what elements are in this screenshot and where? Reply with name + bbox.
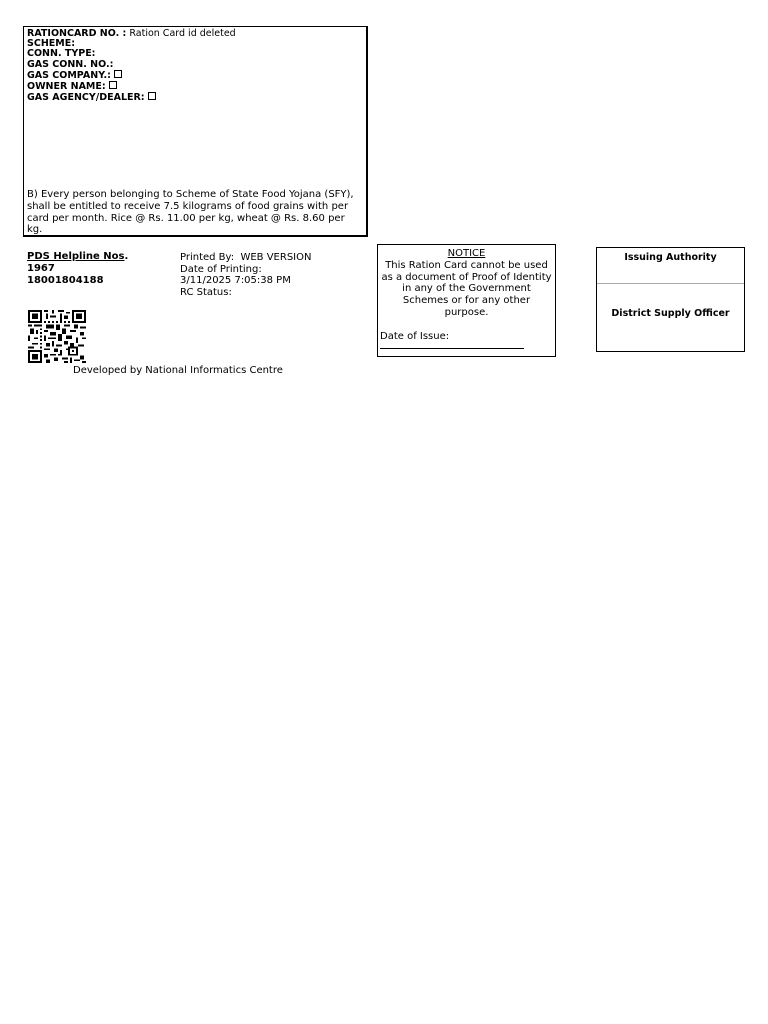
- empty-box-icon: [114, 70, 122, 78]
- helpline-block: [27, 251, 128, 287]
- conn-type-label: CONN. TYPE:: [27, 48, 96, 60]
- ration-card-number-line: [27, 29, 363, 39]
- scheme-label: SCHEME:: [27, 38, 75, 50]
- date-of-issue-label: Date of Issue:: [380, 330, 450, 342]
- gas-agency-label: GAS AGENCY/DEALER:: [27, 92, 145, 104]
- gas-conn-no-line: [27, 60, 363, 70]
- owner-name-label: OWNER NAME:: [27, 81, 106, 93]
- helpline-number: 1967: [27, 263, 55, 274]
- notice-title: NOTICE: [447, 248, 486, 259]
- gas-company-line: [27, 70, 363, 81]
- helpline-number: 18001804188: [27, 275, 104, 286]
- date-of-issue-blank-line: [380, 348, 524, 349]
- owner-name-line: [27, 81, 363, 92]
- notice-body: This Ration Card cannot be used as a document of Proof of Identity in any of the Government Schemes or for any other purpose.: [381, 259, 552, 318]
- district-supply-officer-label: District Supply Officer: [611, 308, 730, 319]
- empty-box-icon: [109, 81, 117, 89]
- ration-card-info-box: [23, 26, 368, 237]
- date-of-printing-value: 3/11/2025 7:05:38 PM: [180, 275, 291, 287]
- helpline-title-suffix: .: [124, 251, 129, 262]
- scheme-entitlement-text: B) Every person belonging to Scheme of State Food Yojana (SFY), shall be entitled to receive 7.5 kilograms of food grains with per card per month. Rice @ Rs. 11.00 per kg, wheat @ Rs. 8.60 per kg.: [27, 189, 354, 236]
- ration-card-number-value: Ration Card id deleted: [129, 28, 236, 39]
- developed-by-footer: Developed by National Informatics Centre: [73, 365, 283, 376]
- issuing-authority-title: Issuing Authority: [597, 248, 744, 284]
- gas-company-label: GAS COMPANY.:: [27, 69, 111, 81]
- notice-box: [377, 244, 556, 357]
- qr-code-icon: [28, 310, 86, 363]
- empty-box-icon: [148, 92, 156, 100]
- rc-status-label: RC Status:: [180, 286, 232, 298]
- helpline-title: PDS Helpline Nos: [27, 251, 125, 262]
- date-of-printing-label: Date of Printing:: [180, 263, 262, 275]
- printed-by-label: Printed By:: [180, 252, 235, 263]
- gas-conn-no-label: GAS CONN. NO.:: [27, 58, 114, 70]
- printed-by-value: WEB VERSION: [240, 252, 312, 263]
- issuing-authority-box: [596, 247, 745, 352]
- gas-agency-line: [27, 92, 363, 103]
- print-info-block: [180, 252, 311, 298]
- ration-card-number-label: RATIONCARD NO. :: [27, 28, 127, 39]
